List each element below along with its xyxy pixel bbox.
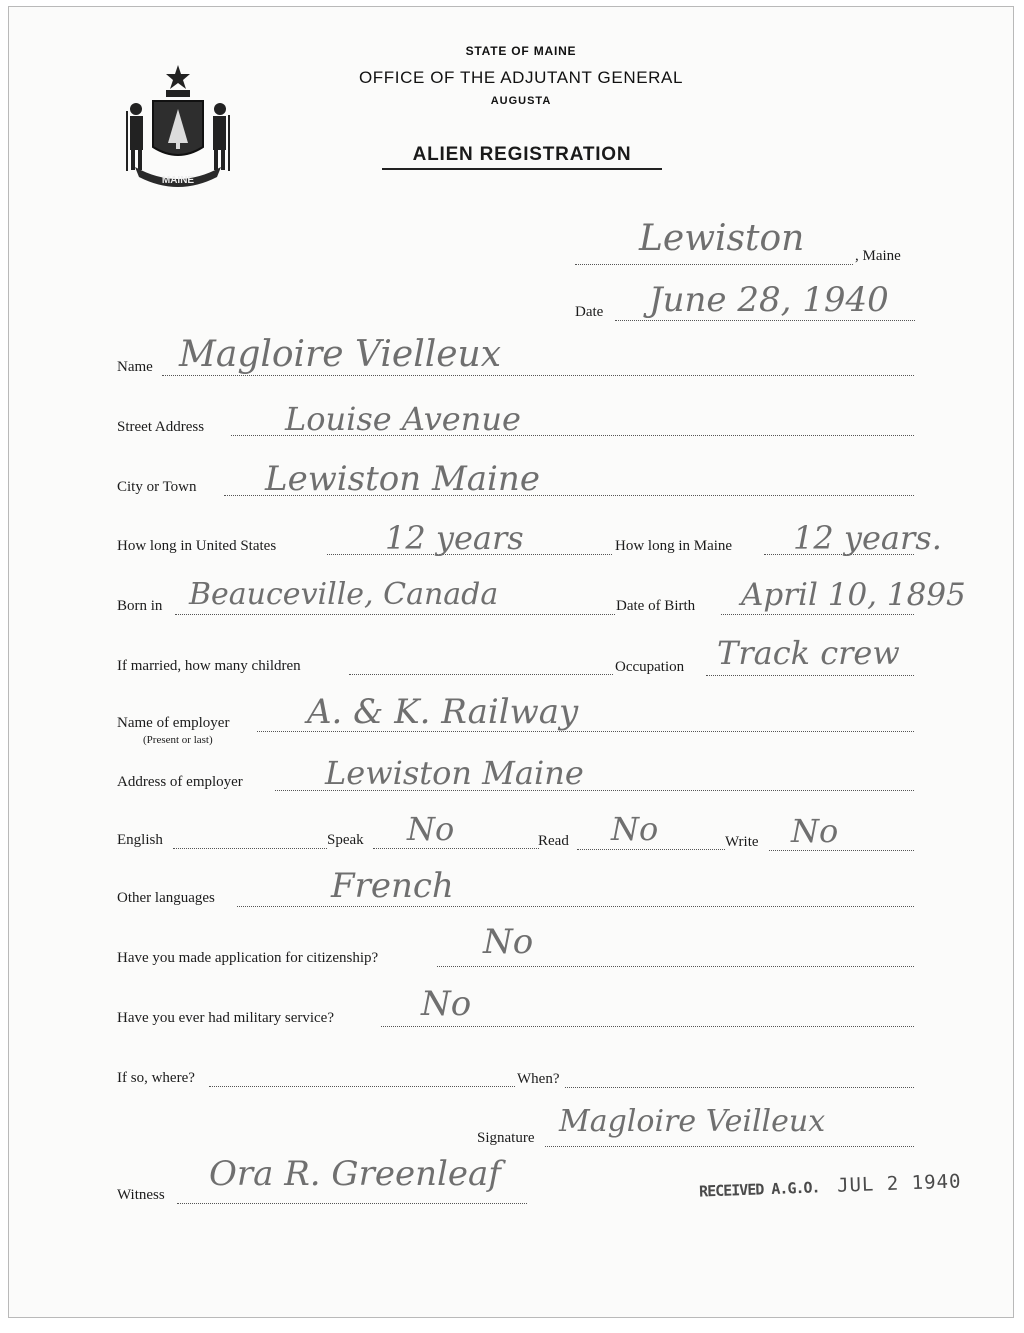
signature-entry: Magloire Veilleux xyxy=(559,1104,826,1139)
how-long-us-label: How long in United States xyxy=(117,538,277,554)
other-languages-line xyxy=(237,906,914,907)
employer-address-label: Address of employer xyxy=(117,774,243,790)
speak-line xyxy=(373,848,539,849)
read-line xyxy=(577,849,725,850)
received-stamp xyxy=(699,1170,962,1201)
read-entry: No xyxy=(611,810,659,848)
witness-line xyxy=(177,1203,527,1204)
married-children-label: If married, how many children xyxy=(117,658,301,674)
state-heading: STATE OF MAINE xyxy=(465,44,577,58)
when-line xyxy=(565,1087,914,1088)
how-long-us-entry: 12 years xyxy=(385,519,524,557)
witness-entry: Ora R. Greenleaf xyxy=(209,1154,501,1194)
military-entry: No xyxy=(421,984,472,1024)
occupation-line xyxy=(706,675,914,676)
maine-suffix-label: , Maine xyxy=(855,248,901,264)
born-in-entry: Beauceville, Canada xyxy=(189,577,499,612)
citizenship-label: Have you made application for citizenship? xyxy=(117,950,379,966)
employer-sub-label: (Present or last) xyxy=(143,734,213,746)
town-entry: Lewiston xyxy=(639,218,805,259)
form-title: ALIEN REGISTRATION xyxy=(382,144,662,170)
write-line xyxy=(769,850,914,851)
when-label: When? xyxy=(517,1071,560,1087)
married-children-line xyxy=(349,674,613,675)
english-line xyxy=(173,848,327,849)
military-line xyxy=(381,1026,914,1027)
date-of-birth-entry: April 10, 1895 xyxy=(741,577,966,613)
speak-label: Speak xyxy=(327,832,364,848)
occupation-label: Occupation xyxy=(615,659,685,675)
write-entry: No xyxy=(791,812,839,850)
street-address-label: Street Address xyxy=(117,419,205,435)
name-label: Name xyxy=(117,359,153,375)
signature-label: Signature xyxy=(477,1130,535,1146)
date-entry: June 28, 1940 xyxy=(649,280,889,320)
name-line xyxy=(162,375,914,376)
military-label: Have you ever had military service? xyxy=(117,1010,334,1026)
read-label: Read xyxy=(538,833,569,849)
other-languages-entry: French xyxy=(331,866,454,906)
where-label: If so, where? xyxy=(117,1070,195,1086)
occupation-entry: Track crew xyxy=(717,634,900,672)
name-entry: Magloire Vielleux xyxy=(179,334,502,375)
write-label: Write xyxy=(725,834,759,850)
registration-form-page xyxy=(8,6,1014,1318)
where-line xyxy=(209,1086,515,1087)
date-label: Date xyxy=(575,304,604,320)
signature-line xyxy=(545,1146,914,1147)
employer-label: Name of employer xyxy=(117,715,230,731)
born-in-label: Born in xyxy=(117,598,163,614)
received-stamp-label: RECEIVED A.G.O. xyxy=(698,1178,820,1201)
office-heading: OFFICE OF THE ADJUTANT GENERAL xyxy=(358,68,684,87)
other-languages-label: Other languages xyxy=(117,890,215,906)
born-in-line xyxy=(175,614,615,615)
witness-label: Witness xyxy=(117,1187,165,1203)
citizenship-entry: No xyxy=(483,922,534,962)
city-label: City or Town xyxy=(117,479,197,495)
english-label: English xyxy=(117,832,163,848)
seal-text: MAINE xyxy=(161,175,195,186)
how-long-maine-label: How long in Maine xyxy=(615,538,733,554)
speak-entry: No xyxy=(407,810,455,848)
date-of-birth-line xyxy=(721,614,914,615)
how-long-maine-entry: 12 years. xyxy=(793,519,942,557)
city-heading: AUGUSTA xyxy=(490,95,552,107)
street-address-entry: Louise Avenue xyxy=(285,400,521,438)
employer-address-entry: Lewiston Maine xyxy=(325,754,584,792)
town-line xyxy=(575,264,853,265)
employer-entry: A. & K. Railway xyxy=(307,692,579,732)
date-line xyxy=(615,320,915,321)
city-entry: Lewiston Maine xyxy=(265,459,540,499)
citizenship-line xyxy=(437,966,914,967)
received-stamp-date: JUL 2 1940 xyxy=(836,1170,962,1197)
date-of-birth-label: Date of Birth xyxy=(616,598,696,614)
